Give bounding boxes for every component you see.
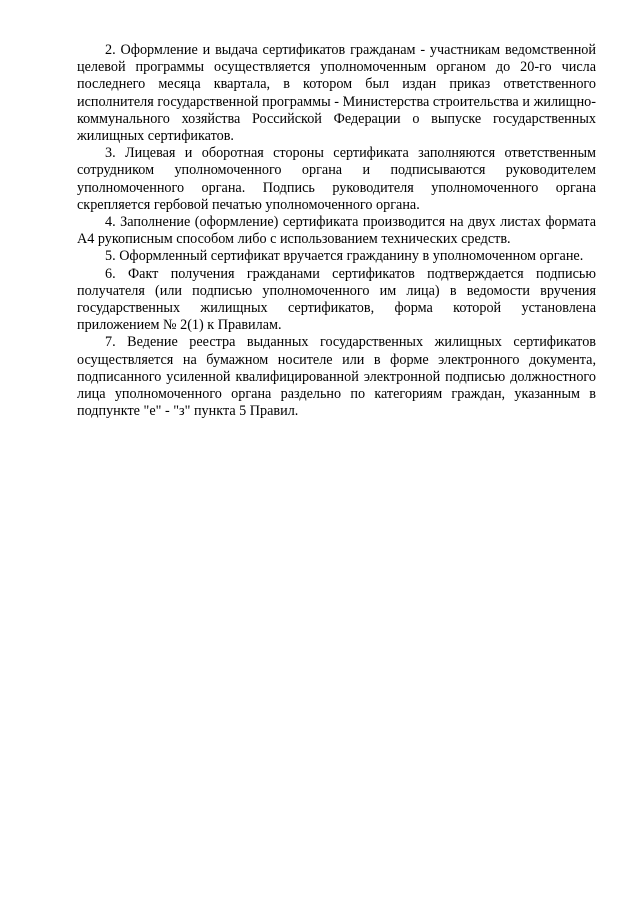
paragraph-3: 3. Лицевая и оборотная стороны сертификата заполняются ответственным сотрудником уполномоченного органа и подписываются руководителем уполномоченного органа. Подпись руководителя уполномоченного органа скрепляется гербовой печатью уполномоченного органа. [77, 145, 596, 213]
paragraph-5: 5. Оформленный сертификат вручается гражданину в уполномоченном органе. [105, 248, 584, 265]
paragraph-6: 6. Факт получения гражданами сертификатов подтверждается подписью получателя (или подписью уполномоченного им лица) в ведомости вручения государственных жилищных сертификатов, форма которой установлена приложением № 2(1) к Правилам. [77, 265, 596, 334]
document-body [77, 42, 596, 420]
paragraph-7: 7. Ведение реестра выданных государственных жилищных сертификатов осуществляется на бумажном носителе или в форме электронного документа, подписанного усиленной квалифицированной электронной подписью должностного лица уполномоченного органа раздельно по категориям граждан, указанным в подпункте "е" - "з" пункта 5 Правил. [77, 334, 596, 420]
paragraph-2: 2. Оформление и выдача сертификатов гражданам - участникам ведомственной целевой программы осуществляется уполномоченным органом до 20-го числа последнего месяца квартала, в котором был издан приказ ответственного исполнителя государственной программы - Министерства строительства и жилищно-коммунального хозяйства Российской Федерации о выпуске государственных жилищных сертификатов. [77, 42, 596, 145]
paragraph-4: 4. Заполнение (оформление) сертификата производится на двух листах формата А4 рукописным способом либо с использованием технических средств. [77, 214, 596, 248]
